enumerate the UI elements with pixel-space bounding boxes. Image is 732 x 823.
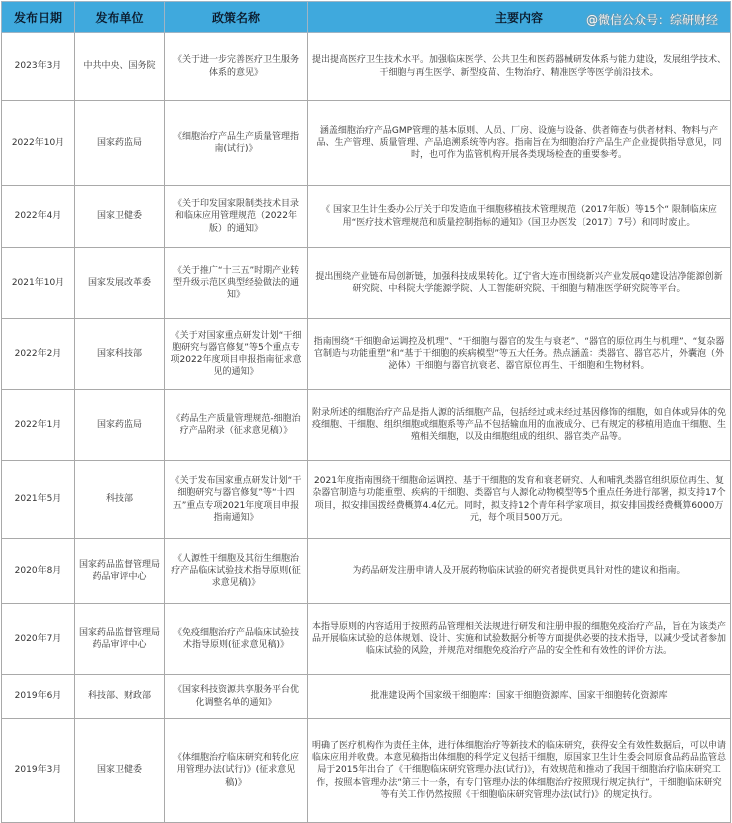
cell-content: 提出提高医疗卫生技术水平。加强临床医学、公共卫生和医药器械研发体系与能力建设，发展组学技术、干细胞与再生医学、新型疫苗、生物治疗、精准医学等医学前沿技术。: [308, 33, 731, 101]
cell-unit: 国家药品监督管理局药品审评中心: [75, 604, 165, 675]
cell-date: 2022年2月: [2, 319, 75, 390]
cell-date: 2021年5月: [2, 461, 75, 539]
cell-date: 2021年10月: [2, 248, 75, 319]
cell-content: 为药品研发注册申请人及开展药物临床试验的研究者提供更具针对性的建议和指南。: [308, 539, 731, 604]
cell-title: 《药品生产质量管理规范-细胞治疗产品附录（征求意见稿）》: [165, 390, 308, 461]
table-row: [2, 248, 731, 319]
table-row: [2, 604, 731, 675]
header-unit: 发布单位: [75, 2, 165, 33]
cell-title: 《免疫细胞治疗产品临床试验技术指导原则(征求意见稿)》: [165, 604, 308, 675]
cell-unit: 国家药品监督管理局药品审评中心: [75, 539, 165, 604]
cell-unit: 科技部、财政部: [75, 675, 165, 719]
cell-title: 《关于印发国家限制类技术目录和临床应用管理规范（2022年版）的通知》: [165, 186, 308, 248]
cell-title: 《细胞治疗产品生产质量管理指南(试行)》: [165, 101, 308, 186]
cell-unit: 中共中央、国务院: [75, 33, 165, 101]
cell-content: 涵盖细胞治疗产品GMP管理的基本原则、人员、厂房、设施与设备、供者筛查与供者材料、物料与产品、生产管理、质量管理、产品追溯系统等内容。指南旨在为细胞治疗产品生产企业提供指导意见，同时，也可作为监管机构开展各类现场检查的重要参考。: [308, 101, 731, 186]
cell-unit: 国家药监局: [75, 390, 165, 461]
cell-date: 2019年3月: [2, 719, 75, 823]
table-row: [2, 186, 731, 248]
cell-unit: 国家药监局: [75, 101, 165, 186]
policy-table: [1, 1, 731, 823]
cell-date: 2023年3月: [2, 33, 75, 101]
cell-title: 《国家科技资源共享服务平台优化调整名单的通知》: [165, 675, 308, 719]
cell-title: 《关于发布国家重点研发计划“干细胞研究与器官修复”等“十四五”重点专项2021年度项目申报指南通知》: [165, 461, 308, 539]
table-row: [2, 539, 731, 604]
cell-unit: 国家科技部: [75, 319, 165, 390]
table-row: [2, 33, 731, 101]
watermark: @微信公众号：综研财经: [585, 13, 718, 27]
cell-content: 附录所述的细胞治疗产品是指人源的活细胞产品，包括经过或未经过基因修饰的细胞，如自体或异体的免疫细胞、干细胞、组织细胞或细胞系等产品不包括输血用的血液成分、已有规定的移植用造血干细胞、生殖相关细胞，以及由细胞组成的组织、器官类产品等。: [308, 390, 731, 461]
cell-date: 2020年8月: [2, 539, 75, 604]
header-title: 政策名称: [165, 2, 308, 33]
cell-unit: 国家卫健委: [75, 186, 165, 248]
cell-content: 指南围绕“干细胞命运调控及机理”、“干细胞与器官的发生与衰老”、“器官的原位再生与机理”、“复杂器官制造与功能重塑”和“基于干细胞的疾病模型”等五大任务。热点涵盖：类器官、器官芯片，外囊泡（外泌体）干细胞与器官抗衰老、器官原位再生、干细胞和生物材料。: [308, 319, 731, 390]
table-row: [2, 675, 731, 719]
cell-content: 《 国家卫生计生委办公厅关于印发造血干细胞移植技术管理规范（2017年版）等15个“ 限制临床应用“医疗技术管理规范和质量控制指标的通知》（国卫办医发〔2017〕7号）和同时废止。: [308, 186, 731, 248]
cell-content: 提出围绕产业链布局创新链，加强科技成果转化。辽宁省大连市围绕新兴产业发展qo建设洁净能源创新研究院、中科院大学能源学院、人工智能研究院、干细胞与精准医学研究院等平台。: [308, 248, 731, 319]
cell-date: 2022年4月: [2, 186, 75, 248]
cell-title: 《人源性干细胞及其衍生细胞治疗产品临床试验技术指导原则(征求意见稿)》: [165, 539, 308, 604]
cell-content: 本指导原则的内容适用于按照药品管理相关法规进行研发和注册申报的细胞免疫治疗产品，旨在为该类产品开展临床试验的总体规划、设计、实施和试验数据分析等方面提供必要的技术指导，以减少受试者参加临床试验的风险，并规范对细胞免疫治疗产品的安全性和有效性的评价方法。: [308, 604, 731, 675]
cell-title: 《体细胞治疗临床研究和转化应用管理办法(试行)》(征求意见稿)》: [165, 719, 308, 823]
table-row: [2, 101, 731, 186]
cell-content: 2021年度指南围绕干细胞命运调控、基于干细胞的发育和衰老研究、人和哺乳类器官组织原位再生、复杂器官制造与功能重塑、疾病的干细胞、类器官与人源化动物模型等5个重点任务进行部署，拟支持17个项目，拟安排国拨经费概算4.4亿元。同时，拟支持12个青年科学家项目，拟安排国拨经费概算6000万元，每个项目500万元。: [308, 461, 731, 539]
cell-date: 2022年1月: [2, 390, 75, 461]
table-row: [2, 719, 731, 823]
cell-content: 明确了医疗机构作为责任主体，进行体细胞治疗等新技术的临床研究，获得安全有效性数据后，可以申请临床应用并收费。本意见稿指出体细胞的科学定义包括干细胞，原国家卫生计生委会同原食品药品监管总局于2015年出台了《干细胞临床研究管理办法(试行)》，有效规范和推动了我国干细胞治疗临床研究工作，按照本管理办法“第三十一条，有专门管理办法的体细胞治疗按照现行规定执行”，干细胞临床研究等有关工作仍然按照《干细胞临床研究管理办法(试行)》的规定执行。: [308, 719, 731, 823]
cell-unit: 科技部: [75, 461, 165, 539]
header-date: 发布日期: [2, 2, 75, 33]
cell-date: 2022年10月: [2, 101, 75, 186]
cell-date: 2020年7月: [2, 604, 75, 675]
cell-date: 2019年6月: [2, 675, 75, 719]
table-row: [2, 319, 731, 390]
table-row: [2, 390, 731, 461]
header-content: 主要内容: [308, 2, 731, 33]
cell-content: 批准建设两个国家级干细胞库：国家干细胞资源库、国家干细胞转化资源库: [308, 675, 731, 719]
table-row: [2, 461, 731, 539]
cell-title: 《关于对国家重点研发计划“干细胞研究与器官修复”等5个重点专项2022年度项目申报指南征求意见的通知》: [165, 319, 308, 390]
cell-unit: 国家卫健委: [75, 719, 165, 823]
cell-title: 《关于推广“十三五”时期产业转型升级示范区典型经验做法的通知》: [165, 248, 308, 319]
cell-title: 《关于进一步完善医疗卫生服务体系的意见》: [165, 33, 308, 101]
cell-unit: 国家发展改革委: [75, 248, 165, 319]
